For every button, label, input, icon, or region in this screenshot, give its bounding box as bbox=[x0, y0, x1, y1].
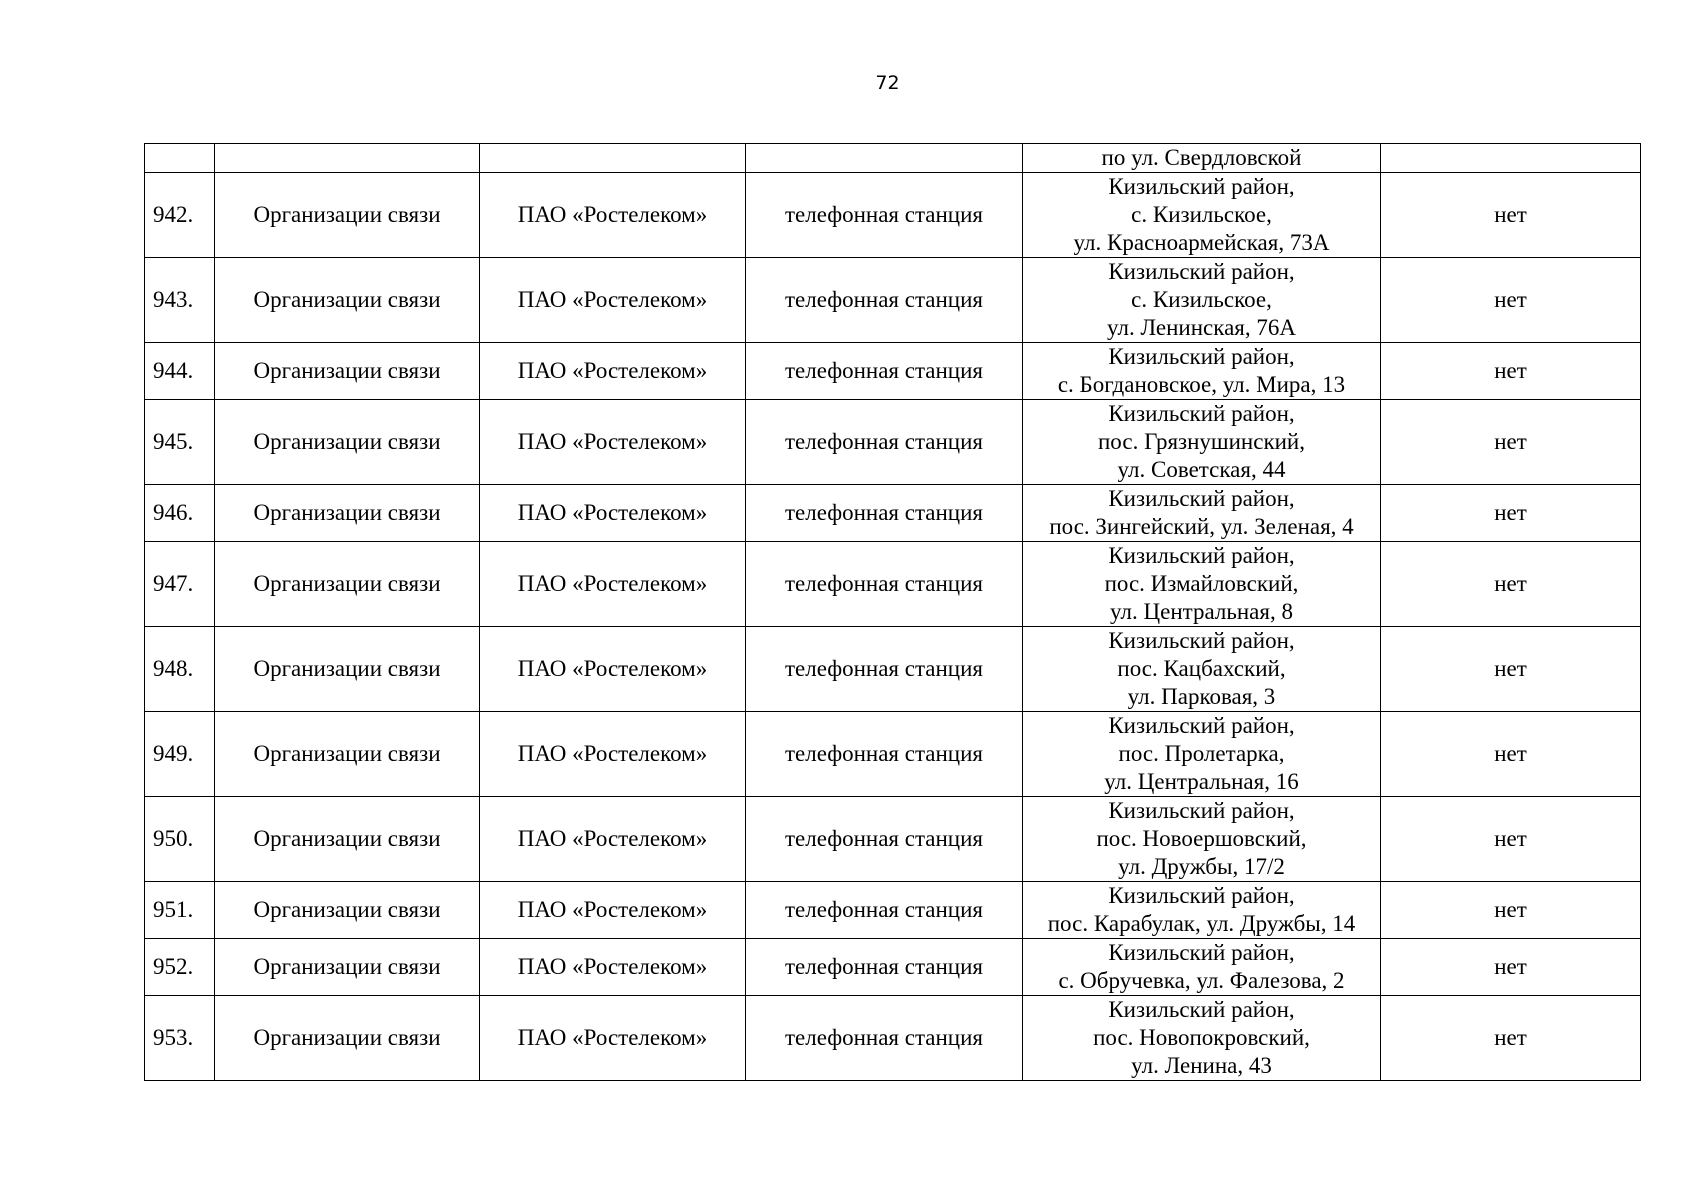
cell-status: нет bbox=[1381, 400, 1641, 485]
address-line: пос. Кацбахский, bbox=[1117, 656, 1286, 681]
cell-status: нет bbox=[1381, 258, 1641, 343]
cell-object: телефонная станция bbox=[746, 627, 1023, 712]
cell-address bbox=[1023, 882, 1381, 939]
cell-object: телефонная станция bbox=[746, 343, 1023, 400]
address-line: Кизильский район, bbox=[1108, 344, 1295, 369]
cell-address bbox=[1023, 485, 1381, 542]
table-row bbox=[145, 996, 1641, 1081]
cell-address bbox=[1023, 144, 1381, 173]
cell-object: телефонная станция bbox=[746, 882, 1023, 939]
cell-owner: ПАО «Ростелеком» bbox=[480, 343, 746, 400]
cell-address bbox=[1023, 343, 1381, 400]
cell-status: нет bbox=[1381, 485, 1641, 542]
table-row bbox=[145, 797, 1641, 882]
address-line: с. Обручевка, ул. Фалезова, 2 bbox=[1058, 968, 1345, 993]
cell-category: Организации связи bbox=[215, 882, 480, 939]
address-line: с. Богдановское, ул. Мира, 13 bbox=[1057, 372, 1346, 397]
address-line: Кизильский район, bbox=[1108, 486, 1295, 511]
cell-object: телефонная станция bbox=[746, 939, 1023, 996]
address-line: ул. Советская, 44 bbox=[1117, 457, 1286, 482]
address-line: пос. Пролетарка, bbox=[1118, 741, 1285, 766]
cell-category: Организации связи bbox=[215, 797, 480, 882]
table-row bbox=[145, 627, 1641, 712]
cell-category: Организации связи bbox=[215, 173, 480, 258]
cell-object: телефонная станция bbox=[746, 400, 1023, 485]
table-body bbox=[145, 144, 1641, 1081]
cell-object: телефонная станция bbox=[746, 485, 1023, 542]
address-line: Кизильский район, bbox=[1108, 713, 1295, 738]
address-line: Кизильский район, bbox=[1108, 883, 1295, 908]
address-line: ул. Ленина, 43 bbox=[1131, 1053, 1272, 1078]
cell-category: Организации связи bbox=[215, 258, 480, 343]
cell-owner: ПАО «Ростелеком» bbox=[480, 400, 746, 485]
cell-address bbox=[1023, 542, 1381, 627]
address-line: Кизильский район, bbox=[1108, 543, 1295, 568]
cell-object: телефонная станция bbox=[746, 797, 1023, 882]
cell-address bbox=[1023, 797, 1381, 882]
address-line: Кизильский район, bbox=[1108, 174, 1295, 199]
cell-num: 943. bbox=[145, 258, 215, 343]
cell-num: 944. bbox=[145, 343, 215, 400]
address-line: пос. Грязнушинский, bbox=[1098, 429, 1305, 454]
cell-status: нет bbox=[1381, 627, 1641, 712]
address-line: Кизильский район, bbox=[1108, 628, 1295, 653]
cell-status: нет bbox=[1381, 712, 1641, 797]
cell-object: телефонная станция bbox=[746, 258, 1023, 343]
cell-status: нет bbox=[1381, 996, 1641, 1081]
cell-category: Организации связи bbox=[215, 400, 480, 485]
facilities-table bbox=[144, 143, 1641, 1081]
cell-object: телефонная станция bbox=[746, 542, 1023, 627]
table-row bbox=[145, 882, 1641, 939]
cell-category: Организации связи bbox=[215, 712, 480, 797]
cell-owner bbox=[480, 144, 746, 173]
continuation-row bbox=[145, 144, 1641, 173]
cell-num: 951. bbox=[145, 882, 215, 939]
cell-object: телефонная станция bbox=[746, 173, 1023, 258]
table-row bbox=[145, 939, 1641, 996]
cell-owner: ПАО «Ростелеком» bbox=[480, 939, 746, 996]
cell-owner: ПАО «Ростелеком» bbox=[480, 485, 746, 542]
cell-num: 945. bbox=[145, 400, 215, 485]
cell-owner: ПАО «Ростелеком» bbox=[480, 797, 746, 882]
address-line: ул. Ленинская, 76А bbox=[1107, 315, 1296, 340]
cell-num: 953. bbox=[145, 996, 215, 1081]
cell-status: нет bbox=[1381, 343, 1641, 400]
cell-category: Организации связи bbox=[215, 485, 480, 542]
cell-num: 949. bbox=[145, 712, 215, 797]
cell-status: нет bbox=[1381, 542, 1641, 627]
cell-owner: ПАО «Ростелеком» bbox=[480, 996, 746, 1081]
address-line: Кизильский район, bbox=[1108, 401, 1295, 426]
cell-owner: ПАО «Ростелеком» bbox=[480, 882, 746, 939]
cell-status bbox=[1381, 144, 1641, 173]
table-row bbox=[145, 173, 1641, 258]
page-number: 72 bbox=[875, 72, 900, 94]
cell-address bbox=[1023, 173, 1381, 258]
cell-status: нет bbox=[1381, 882, 1641, 939]
cell-owner: ПАО «Ростелеком» bbox=[480, 542, 746, 627]
table-row bbox=[145, 712, 1641, 797]
table-row bbox=[145, 343, 1641, 400]
cell-num: 942. bbox=[145, 173, 215, 258]
cell-category: Организации связи bbox=[215, 996, 480, 1081]
address-line: с. Кизильское, bbox=[1131, 202, 1272, 227]
address-line: ул. Центральная, 8 bbox=[1110, 599, 1293, 624]
cell-status: нет bbox=[1381, 939, 1641, 996]
address-line: пос. Измайловский, bbox=[1104, 571, 1299, 596]
address-line: пос. Новопокровский, bbox=[1093, 1025, 1310, 1050]
address-line: ул. Центральная, 16 bbox=[1104, 769, 1299, 794]
address-line: ул. Парковая, 3 bbox=[1127, 684, 1276, 709]
cell-address bbox=[1023, 712, 1381, 797]
cell-owner: ПАО «Ростелеком» bbox=[480, 627, 746, 712]
cell-address bbox=[1023, 627, 1381, 712]
cell-num: 947. bbox=[145, 542, 215, 627]
cell-address bbox=[1023, 400, 1381, 485]
address-line: пос. Зингейский, ул. Зеленая, 4 bbox=[1049, 514, 1354, 539]
address-line: Кизильский район, bbox=[1108, 940, 1295, 965]
cell-object: телефонная станция bbox=[746, 712, 1023, 797]
cell-num: 950. bbox=[145, 797, 215, 882]
address-line: Кизильский район, bbox=[1108, 259, 1295, 284]
cell-owner: ПАО «Ростелеком» bbox=[480, 712, 746, 797]
cell-object bbox=[746, 144, 1023, 173]
cell-object: телефонная станция bbox=[746, 996, 1023, 1081]
cell-address bbox=[1023, 996, 1381, 1081]
cell-status: нет bbox=[1381, 797, 1641, 882]
address-line: ул. Дружбы, 17/2 bbox=[1118, 854, 1285, 879]
address-line: пос. Новоершовский, bbox=[1096, 826, 1307, 851]
cell-category bbox=[215, 144, 480, 173]
cell-category: Организации связи bbox=[215, 542, 480, 627]
address-line: Кизильский район, bbox=[1108, 798, 1295, 823]
cell-num: 946. bbox=[145, 485, 215, 542]
table-row bbox=[145, 258, 1641, 343]
cell-address bbox=[1023, 258, 1381, 343]
cell-category: Организации связи bbox=[215, 627, 480, 712]
address-line: ул. Красноармейская, 73А bbox=[1073, 230, 1330, 255]
cell-address bbox=[1023, 939, 1381, 996]
cell-status: нет bbox=[1381, 173, 1641, 258]
address-line: по ул. Свердловской bbox=[1101, 145, 1302, 170]
cell-category: Организации связи bbox=[215, 939, 480, 996]
address-line: пос. Карабулак, ул. Дружбы, 14 bbox=[1047, 911, 1356, 936]
table-row bbox=[145, 485, 1641, 542]
cell-owner: ПАО «Ростелеком» bbox=[480, 258, 746, 343]
cell-num: 948. bbox=[145, 627, 215, 712]
table-row bbox=[145, 542, 1641, 627]
address-line: Кизильский район, bbox=[1108, 997, 1295, 1022]
table-row bbox=[145, 400, 1641, 485]
cell-category: Организации связи bbox=[215, 343, 480, 400]
address-line: с. Кизильское, bbox=[1131, 287, 1272, 312]
cell-owner: ПАО «Ростелеком» bbox=[480, 173, 746, 258]
cell-num: 952. bbox=[145, 939, 215, 996]
cell-num bbox=[145, 144, 215, 173]
